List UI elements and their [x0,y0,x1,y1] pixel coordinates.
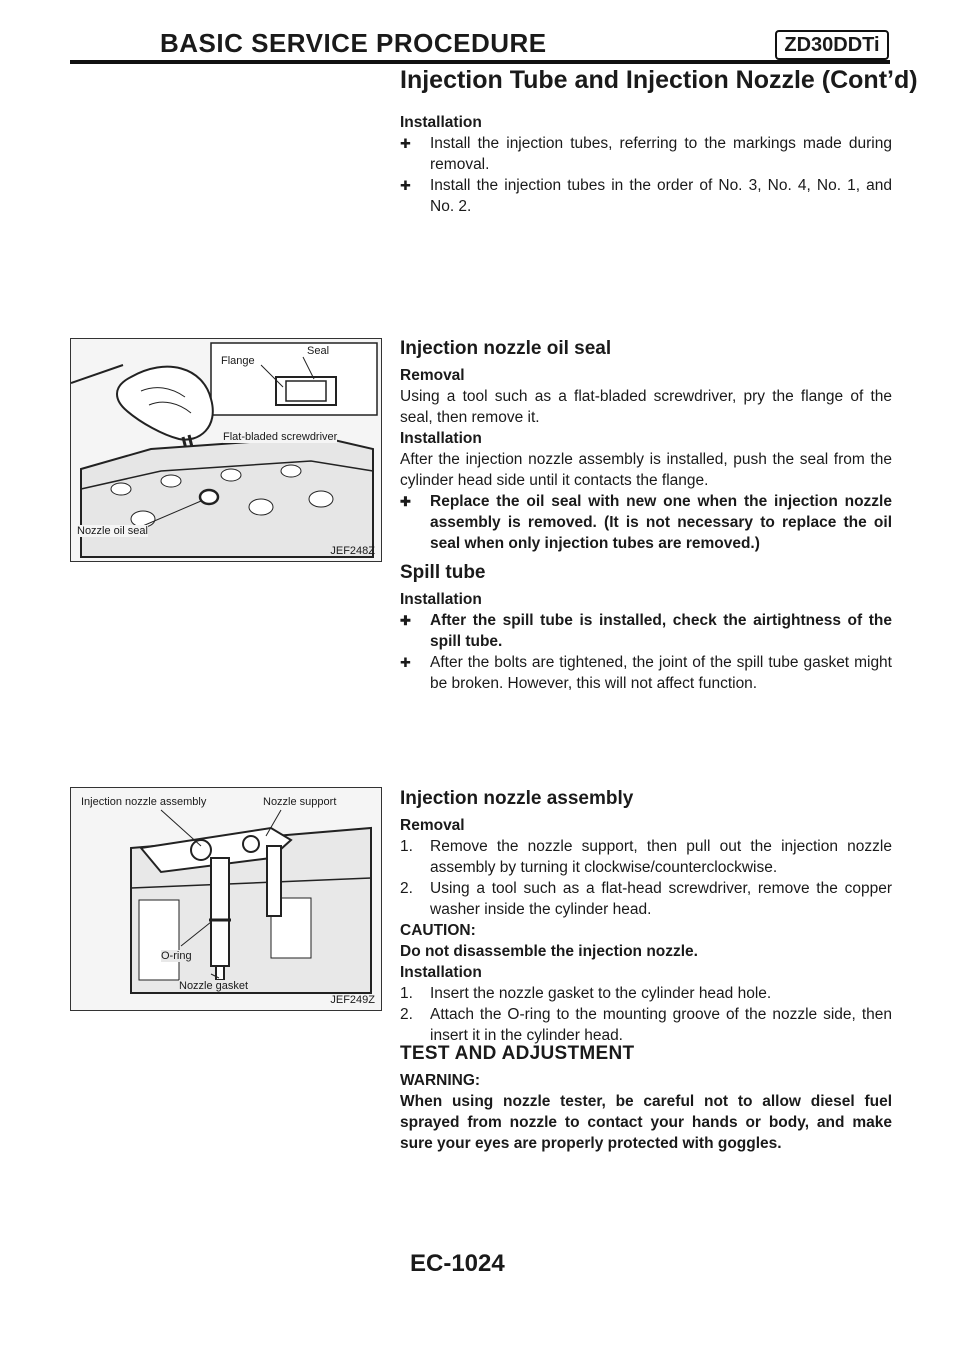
section-nozzle-assembly [400,788,892,1046]
section3-bullet-2: ✚ After the bolts are tightened, the joint of the spill tube gasket might be broken. However, this will not affect function. [400,652,892,694]
section3-bullet-1: ✚ After the spill tube is installed, check the airtightness of the spill tube. [400,610,892,652]
section1-bullet-1: ✚ Install the injection tubes, referring to the markings made during removal. [400,133,892,175]
nozzle-assembly-illustration [71,788,381,1010]
removal-step-2-text: Using a tool such as a flat-head screwdriver, remove the copper washer inside the cylinder head. [430,880,892,918]
section5-title: TEST AND ADJUSTMENT [400,1043,635,1064]
figure2-code: JEF249Z [330,994,375,1006]
section-installation-tubes [400,112,892,217]
figure2-label-support: Nozzle support [263,796,337,808]
engine-code-badge: ZD30DDTi [775,30,889,60]
section2-removal-heading: Removal [400,367,465,384]
section1-heading: Installation [400,114,482,131]
figure1-code: JEF248Z [330,545,375,557]
figure-oil-seal [70,338,382,562]
caution-text: Do not disassemble the injection nozzle. [400,943,698,960]
section4-removal-heading: Removal [400,817,465,834]
install-step-1-number: 1. [400,985,413,1002]
install-step-2-text: Attach the O-ring to the mounting groove of the nozzle side, then insert it in the cylinder head. [430,1006,892,1044]
section-test-adjustment [400,1043,892,1154]
header-rule [70,60,890,64]
section4-install-heading: Installation [400,964,482,981]
removal-step-2 [400,878,892,920]
figure1-label-seal: Seal [307,345,330,357]
page-number: EC-1024 [410,1250,505,1277]
install-step-2-number: 2. [400,1006,413,1023]
figure2-label-oring: O-ring [161,950,192,962]
section2-title: Injection nozzle oil seal [400,338,612,359]
section2-removal-text: Using a tool such as a flat-bladed screwdriver, pry the flange of the seal, then remove it. [400,388,892,426]
removal-step-2-number: 2. [400,880,413,897]
warning-label: WARNING: [400,1072,481,1089]
removal-step-1 [400,836,892,878]
install-step-2 [400,1004,892,1046]
section4-title: Injection nozzle assembly [400,788,634,809]
warning-text: When using nozzle tester, be careful not to allow diesel fuel sprayed from nozzle to contact your hands or body, and make sure your eyes are properly protected with goggles. [400,1093,892,1152]
install-step-1 [400,983,892,1004]
section3-title: Spill tube [400,562,486,583]
figure-nozzle-assembly [70,787,382,1011]
page-subtitle: Injection Tube and Injection Nozzle (Cont’d) [400,66,918,94]
figure1-label-flange: Flange [221,355,255,367]
figure1-label-screwdriver: Flat-bladed screwdriver [223,431,338,443]
section2-install-heading: Installation [400,430,482,447]
header-title: BASIC SERVICE PROCEDURE [160,28,547,58]
caution-label: CAUTION: [400,922,476,939]
section-oil-seal [400,338,892,554]
figure1-label-oilseal: Nozzle oil seal [77,525,148,537]
section2-bullet: ✚ Replace the oil seal with new one when the injection nozzle assembly is removed. (It is not necessary to replace the oil seal when only injection tubes are removed.) [400,491,892,554]
section2-install-text: After the injection nozzle assembly is installed, push the seal from the cylinder head side until it contacts the flange. [400,451,892,489]
section3-install-heading: Installation [400,591,482,608]
removal-step-1-number: 1. [400,838,413,855]
figure2-label-gasket: Nozzle gasket [179,980,249,992]
section1-bullet-2: ✚ Install the injection tubes in the order of No. 3, No. 4, No. 1, and No. 2. [400,175,892,217]
install-step-1-text: Insert the nozzle gasket to the cylinder head hole. [430,985,772,1002]
removal-step-1-text: Remove the nozzle support, then pull out the injection nozzle assembly by turning it clockwise/counterclockwise. [430,838,892,876]
figure2-label-assembly: Injection nozzle assembly [81,796,207,808]
section-spill-tube [400,562,892,694]
